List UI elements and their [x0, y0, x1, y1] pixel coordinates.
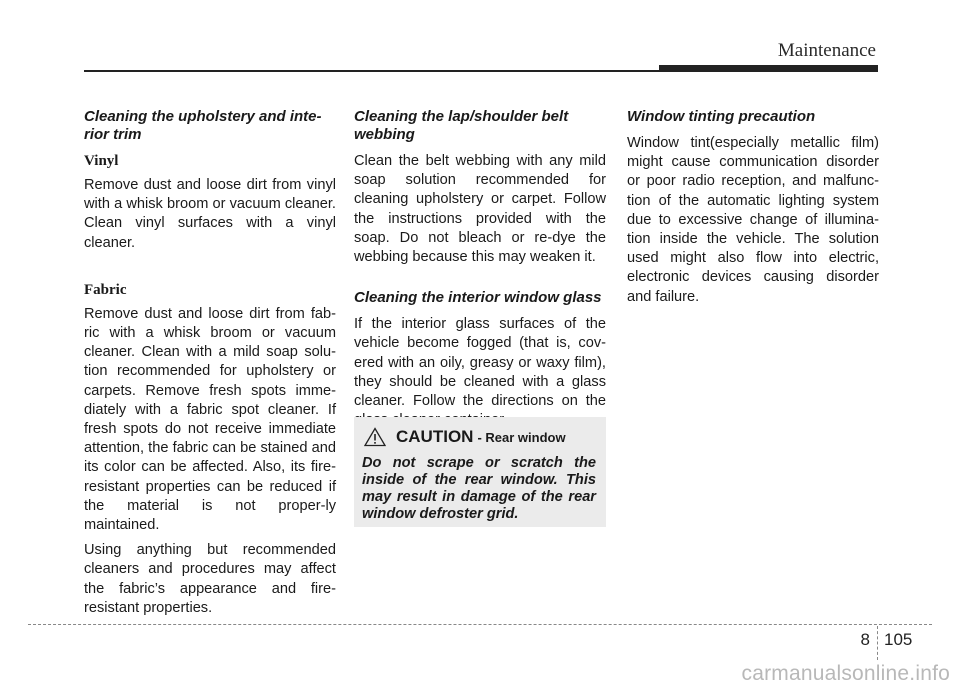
caution-text: Do not scrape or scratch the inside of the rear window. This may result in damage of the rear window defroster grid. [362, 455, 596, 522]
column-window-tint [627, 108, 879, 313]
watermark: carmanualsonline.info [741, 662, 950, 685]
column-upholstery [84, 108, 336, 624]
window-tint-heading: Window tinting precaution [627, 108, 816, 125]
caution-subtitle: - Rear window [477, 429, 566, 445]
caution-box [354, 417, 606, 527]
caution-label: CAUTION [396, 427, 474, 446]
chapter-number: 8 [860, 630, 870, 649]
belt-webbing-heading: Cleaning the lap/shoulder belt webbing [354, 108, 569, 143]
caution-header [362, 425, 598, 449]
vinyl-heading: Vinyl [84, 153, 119, 169]
fabric-paragraph-2: Using anything but recommended cleaners and procedures may affect the fabric’s appearance and fire-resistant properties. [84, 542, 336, 616]
warning-triangle-icon [364, 427, 386, 447]
vinyl-paragraph: Remove dust and loose dirt from vinyl with a whisk broom or vacuum cleaner. Clean vinyl surfaces with a vinyl cleaner. [84, 177, 336, 251]
header-rule-thin [84, 70, 659, 72]
footer-rule [28, 624, 932, 625]
fabric-paragraph: Remove dust and loose dirt from fab-ric with a whisk broom or vacuum cleaner. Clean with a mild soap solu-tion recommended for upholstery or carpets. Remove fresh spots imme-diately with a fabric spot cleaner. If fresh spots do not receive immediate attention, the fabric can be stained and its color can be affected. Also, its fire-resistant properties can be reduced if the material is not proper-ly maintained. [84, 305, 336, 534]
upholstery-heading: Cleaning the upholstery and inte-rior trim [84, 108, 322, 143]
header-rule-thick [659, 65, 878, 72]
fabric-heading: Fabric [84, 281, 127, 298]
window-glass-heading: Cleaning the interior window glass [354, 289, 602, 307]
belt-webbing-paragraph: Clean the belt webbing with any mild soap solution recommended for cleaning upholstery or carpet. Follow the instructions provided with the soap. Do not bleach or re-dye the webbing because this may weaken it. [354, 153, 606, 266]
section-title: Maintenance [777, 40, 876, 61]
footer-divider [877, 626, 878, 660]
column-belt-glass [354, 108, 606, 436]
window-tint-paragraph: Window tint(especially metallic film) might cause communication disorder or poor radio reception, and malfunc-tion of the automatic lighting system due to excessive change of illumina-tion inside the vehicle. The solution used might also flow into electric, electronic devices causing disorder and failure. [627, 135, 879, 305]
page-number: 105 [884, 630, 913, 649]
window-glass-paragraph: If the interior glass surfaces of the vehicle become fogged (that is, cov-ered with an oily, greasy or waxy film), they should be cleaned with a glass cleaner. Follow the directions on the [354, 316, 606, 410]
